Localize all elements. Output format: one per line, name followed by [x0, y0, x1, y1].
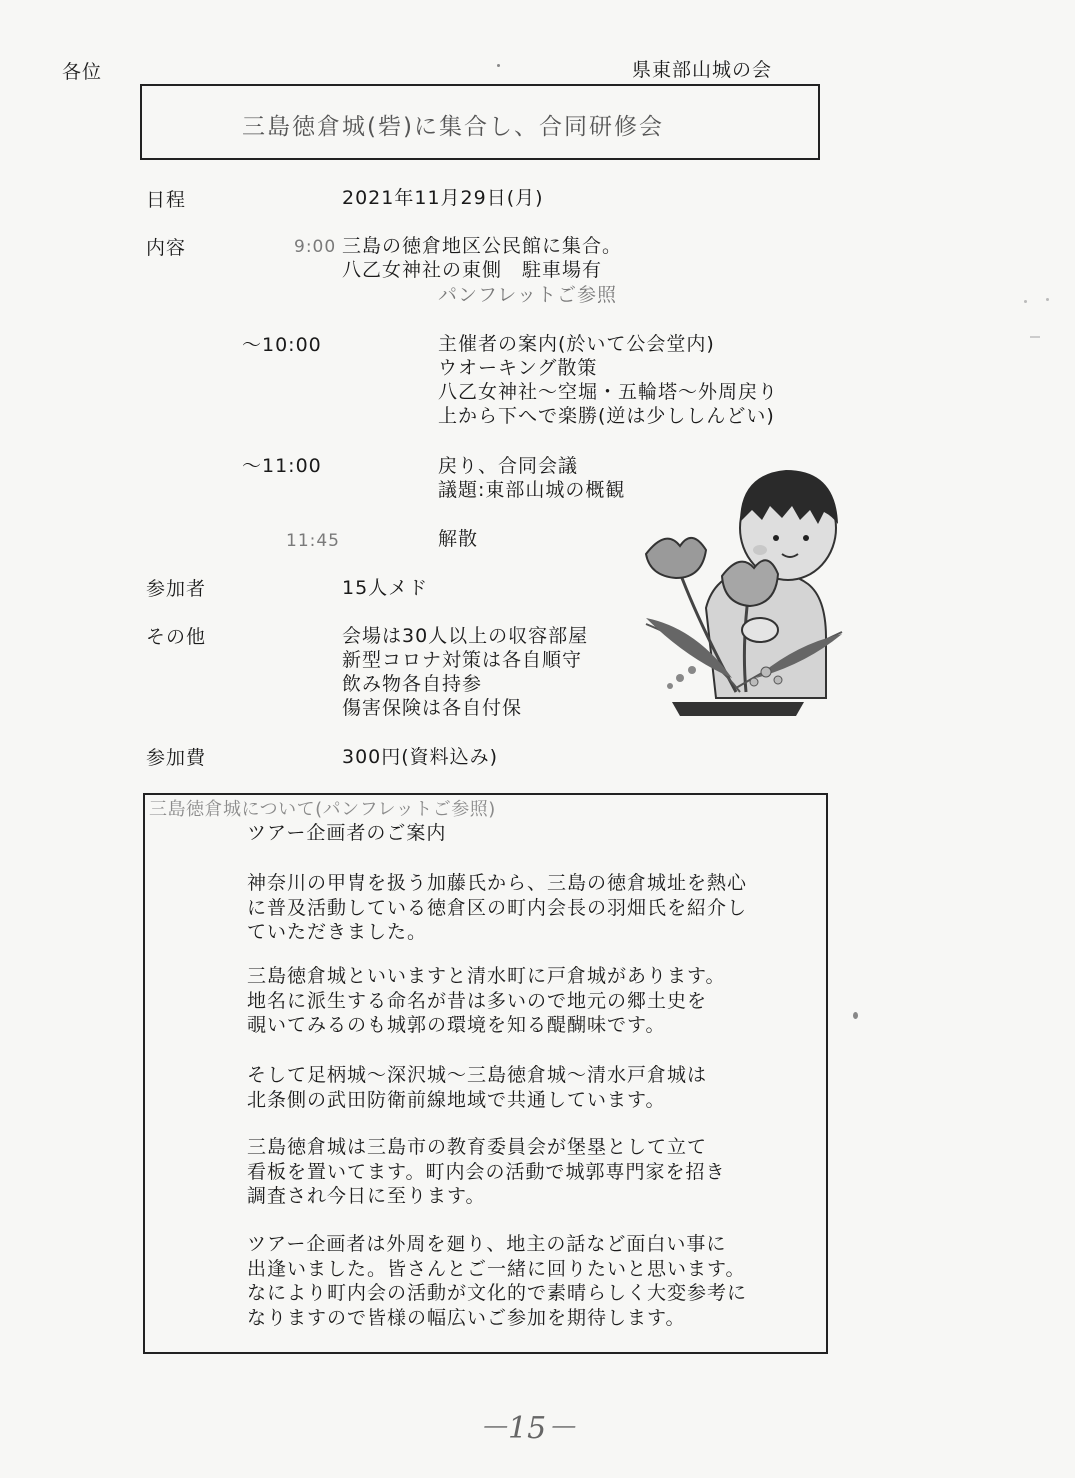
other-line: 傷害保険は各自付保 [342, 697, 523, 719]
schedule-line: パンフレットご参照 [438, 284, 618, 306]
info-paragraph: 三島徳倉城は三島市の教育委員会が堡塁として立て 看板を置いてます。町内会の活動で城郭専門家を招き 調査され今日に至ります。 [247, 1136, 726, 1207]
scan-speck [853, 1012, 858, 1019]
schedule-line: 戻り、合同会議 [438, 455, 579, 477]
time-1100: ～11:00 [242, 455, 322, 477]
scan-speck [1024, 300, 1027, 303]
schedule-line: 三島の徳倉地区公民館に集合。 [342, 235, 623, 257]
schedule-line: 主催者の案内(於いて公会堂内) [438, 333, 715, 355]
participants-value: 15人メド [342, 577, 429, 599]
info-paragraph: 三島徳倉城といいますと清水町に戸倉城があります。 地名に派生する命名が昔は多いので地元の郷土史を 覗いてみるのも城郭の環境を知る醍醐味です。 [247, 965, 726, 1036]
time-1145: 11:45 [286, 531, 340, 551]
page-title: 三島徳倉城(砦)に集合し、合同研修会 [242, 114, 664, 140]
addressee: 各位 [62, 61, 103, 83]
page-number: －15－ [478, 1411, 577, 1446]
schedule-line: 八乙女神社～空堀・五輪塔～外周戻り [438, 381, 779, 403]
time-1000: ～10:00 [242, 334, 322, 356]
title-box [140, 84, 820, 160]
info-subtitle: ツアー企画者のご案内 [247, 822, 447, 844]
fee-label: 参加費 [146, 747, 207, 769]
scan-speck [497, 64, 500, 67]
scan-speck [1030, 336, 1040, 338]
schedule-line: 上から下へで楽勝(逆は少ししんどい) [438, 405, 775, 427]
scan-speck [1046, 298, 1049, 301]
other-label: その他 [146, 626, 207, 648]
date-value: 2021年11月29日(月) [342, 187, 544, 209]
fee-value: 300円(資料込み) [342, 746, 499, 768]
info-paragraph: ツアー企画者は外周を廻り、地主の話など面白い事に 出逢いました。皆さんとご一緒に回りたいと思います。 なにより町内会の活動が文化的で素晴らしく大変参考に なりますので皆様の幅広いご参加を期待します。 [247, 1233, 748, 1329]
other-line: 会場は30人以上の収容部屋 [342, 625, 589, 647]
date-label: 日程 [146, 189, 187, 211]
flower-arrangement-illustration [636, 458, 862, 720]
schedule-line: 八乙女神社の東側 駐車場有 [342, 259, 603, 281]
info-paragraph: そして足柄城～深沢城～三島徳倉城～清水戸倉城は 北条側の武田防衛前線地域で共通しています。 [247, 1064, 708, 1111]
content-label: 内容 [146, 237, 187, 259]
other-line: 飲み物各自持参 [342, 673, 483, 695]
schedule-line: 議題:東部山城の概観 [438, 479, 626, 501]
participants-label: 参加者 [146, 578, 207, 600]
info-paragraph: 神奈川の甲冑を扱う加藤氏から、三島の徳倉城址を熱心 に普及活動している徳倉区の町内会長の羽畑氏を紹介し ていただきました。 [247, 872, 748, 943]
other-line: 新型コロナ対策は各自順守 [342, 649, 583, 671]
schedule-line: 解散 [438, 528, 479, 550]
schedule-line: ウオーキング散策 [438, 357, 598, 379]
info-header: 三島徳倉城について(パンフレットご参照) [149, 799, 496, 820]
time-0900: 9:00 [294, 237, 337, 257]
organization-name: 県東部山城の会 [632, 59, 773, 81]
info-box [143, 793, 828, 1354]
